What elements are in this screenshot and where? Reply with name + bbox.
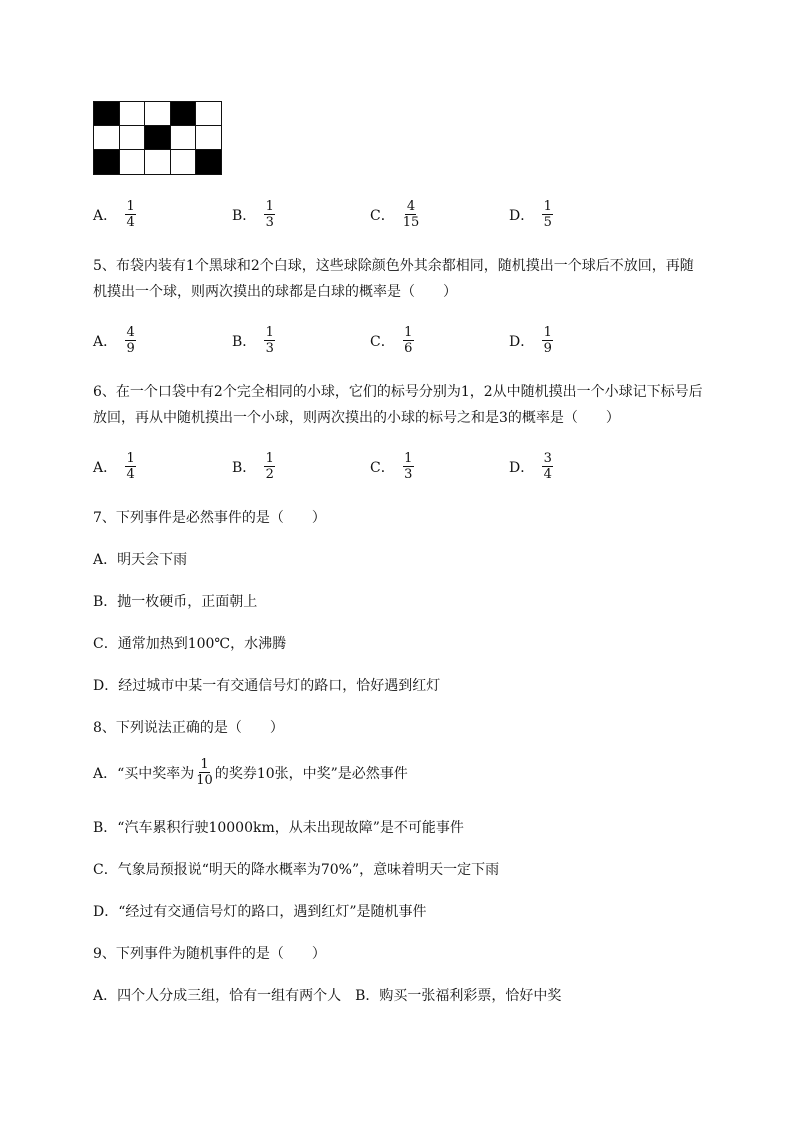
grid-cell-white	[170, 126, 196, 150]
grid-cell-white	[119, 126, 145, 150]
fraction: $\frac{1}{9}$	[543, 325, 552, 356]
q5-option-c: C． $\frac{1}{6}$	[370, 325, 413, 356]
q8-option-a: A．“买中奖率为 $\frac{1}{10}$ 的奖券10张，中奖”是必然事件	[93, 757, 408, 788]
q7-option-d: D．经过城市中某一有交通信号灯的路口，恰好遇到红灯	[93, 678, 441, 694]
q6-stem-line2: 放回，再从中随机摸出一个小球，则两次摸出的小球的标号之和是3的概率是（ ）	[93, 410, 620, 426]
q5-option-d: D． $\frac{1}{9}$	[509, 325, 552, 356]
fraction: $\frac{1}{10}$	[196, 757, 213, 788]
fraction: $\frac{1}{4}$	[126, 451, 135, 482]
grid-cell-black	[94, 150, 120, 174]
fraction: $\frac{1}{5}$	[543, 199, 552, 230]
q7-stem: 7、下列事件是必然事件的是（ ）	[93, 510, 326, 526]
fraction: $\frac{3}{4}$	[543, 451, 552, 482]
q4-option-d: D． $\frac{1}{5}$	[509, 199, 552, 230]
grid-cell-black	[94, 102, 120, 126]
fraction: $\frac{1}{3}$	[265, 199, 274, 230]
q5-option-a: A． $\frac{4}{9}$	[93, 325, 135, 356]
grid-cell-white	[196, 126, 222, 150]
grid-cell-white	[170, 150, 196, 174]
q4-option-b: B． $\frac{1}{3}$	[232, 199, 274, 230]
q7-option-b: B．抛一枚硬币，正面朝上	[93, 594, 258, 610]
fraction: $\frac{4}{15}$	[402, 199, 420, 230]
grid-cell-white	[145, 150, 171, 174]
q9-options-ab: A．四个人分成三组，恰有一组有两个人 B．购买一张福利彩票，恰好中奖	[93, 988, 562, 1004]
grid-cell-white	[94, 126, 120, 150]
grid-row	[94, 150, 222, 174]
fraction: $\frac{4}{9}$	[126, 325, 135, 356]
fraction: $\frac{1}{3}$	[265, 325, 274, 356]
grid-cell-white	[119, 150, 145, 174]
grid-row	[94, 102, 222, 126]
q4-option-a: A． $\frac{1}{4}$	[93, 199, 135, 230]
q5-stem-line2: 机摸出一个球，则两次摸出的球都是白球的概率是（ ）	[93, 284, 457, 300]
grid-cell-white	[145, 102, 171, 126]
grid-cell-black	[196, 150, 222, 174]
fraction: $\frac{1}{6}$	[404, 325, 413, 356]
fraction: $\frac{1}{3}$	[404, 451, 413, 482]
q9-stem: 9、下列事件为随机事件的是（ ）	[93, 946, 326, 962]
q5-stem-line1: 5、布袋内装有1个黑球和2个白球，这些球除颜色外其余都相同，随机摸出一个球后不放回，再随	[93, 258, 694, 274]
q6-option-c: C． $\frac{1}{3}$	[370, 451, 413, 482]
q8-option-b: B．“汽车累积行驶10000km，从未出现故障”是不可能事件	[93, 820, 464, 836]
q5-option-b: B． $\frac{1}{3}$	[232, 325, 274, 356]
q6-option-a: A． $\frac{1}{4}$	[93, 451, 135, 482]
grid-cell-black	[145, 126, 171, 150]
q8-option-d: D．“经过有交通信号灯的路口，遇到红灯”是随机事件	[93, 904, 427, 920]
q6-option-b: B． $\frac{1}{2}$	[232, 451, 274, 482]
q8-stem: 8、下列说法正确的是（ ）	[93, 720, 284, 736]
q6-stem-line1: 6、在一个口袋中有2个完全相同的小球，它们的标号分别为1，2从中随机摸出一个小球记下标号后	[93, 384, 703, 400]
q6-option-d: D． $\frac{3}{4}$	[509, 451, 552, 482]
q4-option-c: C． $\frac{4}{15}$	[370, 199, 420, 230]
grid-row	[94, 126, 222, 150]
fraction: $\frac{1}{4}$	[126, 199, 135, 230]
grid-cell-black	[170, 102, 196, 126]
fraction: $\frac{1}{2}$	[265, 451, 274, 482]
q8-option-c: C．气象局预报说“明天的降水概率为70%”，意味着明天一定下雨	[93, 862, 500, 878]
grid-cell-white	[119, 102, 145, 126]
q4-grid-figure	[93, 101, 222, 175]
q7-option-a: A．明天会下雨	[93, 552, 188, 568]
q7-option-c: C．通常加热到100℃，水沸腾	[93, 636, 287, 652]
grid-cell-white	[196, 102, 222, 126]
